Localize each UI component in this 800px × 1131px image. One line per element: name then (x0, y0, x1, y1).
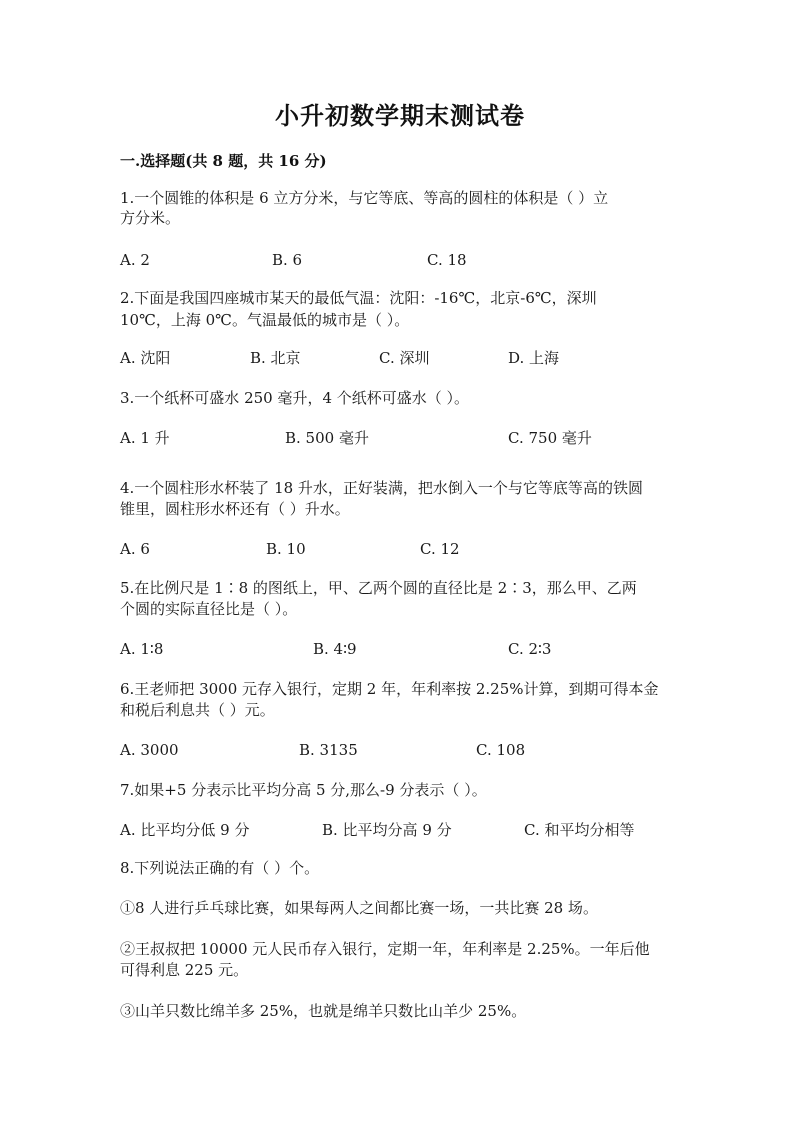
question-text-line: 8.下列说法正确的有（ ）个。 (120, 859, 320, 877)
option-c: C. 深圳 (379, 349, 430, 367)
question-text-line: 7.如果+5 分表示比平均分高 5 分,那么-9 分表示（ ）。 (120, 781, 487, 799)
option-b: B. 4∶9 (313, 640, 357, 658)
option-c: C. 108 (476, 741, 526, 759)
question-text-line: 个圆的实际直径比是（ ）。 (120, 600, 298, 618)
statement-3: ③山羊只数比绵羊多 25%，也就是绵羊只数比山羊少 25%。 (120, 1002, 527, 1020)
question-text-line: 锥里，圆柱形水杯还有（ ）升水。 (120, 500, 350, 518)
option-a: A. 1 升 (120, 429, 170, 447)
option-b: B. 比平均分高 9 分 (322, 821, 452, 839)
option-c: C. 18 (427, 251, 467, 269)
option-a: A. 比平均分低 9 分 (120, 821, 250, 839)
option-a: A. 2 (120, 251, 150, 269)
option-a: A. 3000 (120, 741, 179, 759)
page-title: 小升初数学期末测试卷 (275, 101, 525, 130)
option-c: C. 和平均分相等 (524, 821, 635, 839)
question-text-line: 和税后利息共（ ）元。 (120, 701, 275, 719)
option-b: B. 北京 (250, 349, 301, 367)
question-text-line: 1.一个圆锥的体积是 6 立方分米，与它等底、等高的圆柱的体积是（ ）立 (120, 189, 609, 207)
option-a: A. 沈阳 (120, 349, 171, 367)
question-text-line: 2.下面是我国四座城市某天的最低气温：沈阳：-16℃，北京-6℃，深圳 (120, 289, 597, 307)
question-text-line: 10℃，上海 0℃。气温最低的城市是（ ）。 (120, 311, 410, 329)
question-text-line: 6.王老师把 3000 元存入银行，定期 2 年，年利率按 2.25%计算，到期可得本金 (120, 680, 659, 698)
statement-2-line: 可得利息 225 元。 (120, 961, 249, 979)
question-text-line: 3.一个纸杯可盛水 250 毫升，4 个纸杯可盛水（ ）。 (120, 389, 470, 407)
option-b: B. 6 (272, 251, 303, 269)
option-d: D. 上海 (508, 349, 560, 367)
option-b: B. 3135 (299, 741, 358, 759)
option-b: B. 500 毫升 (285, 429, 369, 447)
option-c: C. 12 (420, 540, 460, 558)
question-text-line: 5.在比例尺是 1∶8 的图纸上，甲、乙两个圆的直径比是 2∶3，那么甲、乙两 (120, 579, 637, 597)
option-b: B. 10 (266, 540, 306, 558)
statement-2-line: ②王叔叔把 10000 元人民币存入银行，定期一年，年利率是 2.25%。一年后他 (120, 940, 650, 958)
option-a: A. 1∶8 (120, 640, 164, 658)
option-c: C. 750 毫升 (508, 429, 592, 447)
option-a: A. 6 (120, 540, 150, 558)
question-text-line: 方分米。 (120, 209, 181, 227)
statement-1: ①8 人进行乒乓球比赛，如果每两人之间都比赛一场，一共比赛 28 场。 (120, 899, 598, 917)
option-c: C. 2∶3 (508, 640, 552, 658)
question-text-line: 4.一个圆柱形水杯装了 18 升水，正好装满，把水倒入一个与它等底等高的铁圆 (120, 479, 643, 497)
section-heading: 一.选择题(共 8 题，共 16 分) (120, 152, 327, 170)
